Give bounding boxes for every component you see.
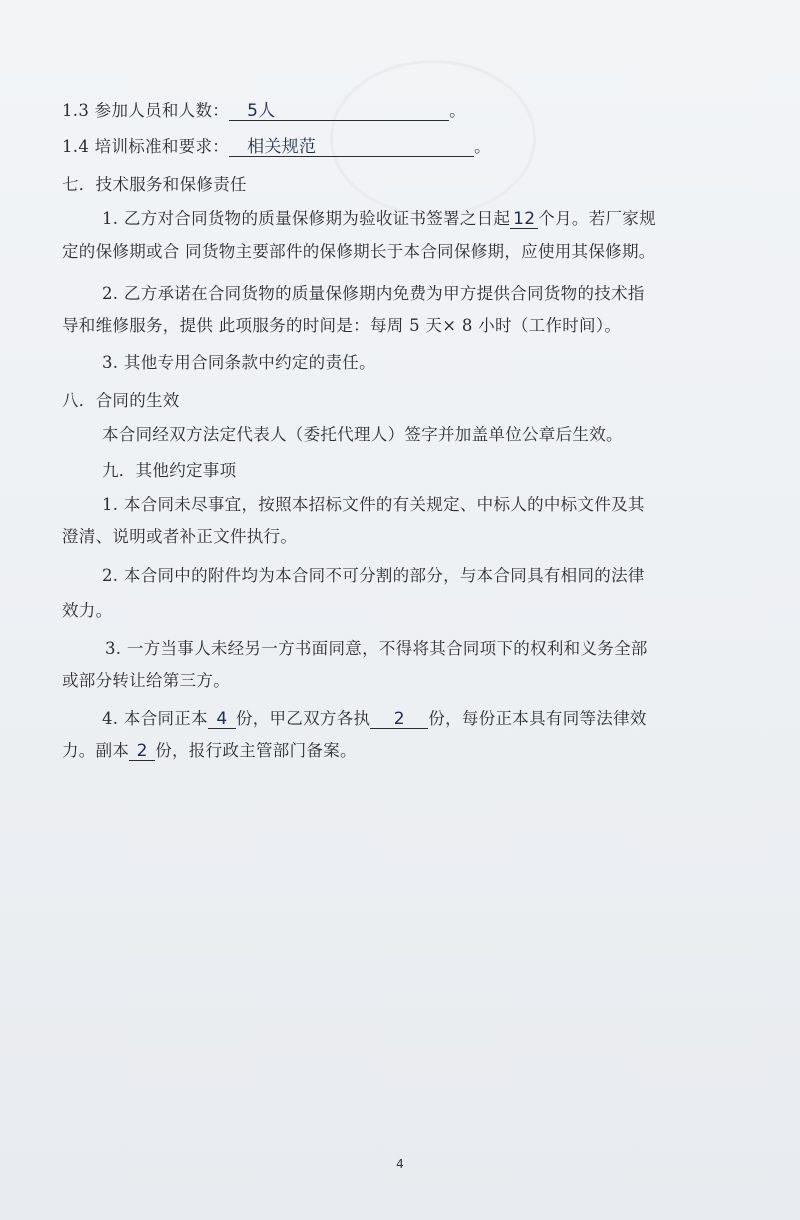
- section-7-p3: 3. 其他专用合同条款中约定的责任。: [102, 353, 376, 372]
- item-1-3-blank: [229, 102, 449, 121]
- section-9-p1-line1: 1. 本合同未尽事宜，按照本招标文件的有关规定、中标人的中标文件及其: [102, 495, 645, 514]
- section-7-p1-line1: [102, 208, 656, 230]
- each-party-count-value: 2: [393, 709, 405, 729]
- item-1-3-end: 。: [449, 101, 466, 120]
- each-party-count-blank: [370, 710, 428, 729]
- section-7-p2-line2: 导和维修服务，提供 此项服务的时间是：每周 5 天× 8 小时（工作时间）。: [62, 316, 622, 335]
- section-9-p3-line2: 或部分转让给第三方。: [62, 671, 230, 690]
- section-7-heading: 七．技术服务和保修责任: [62, 175, 247, 194]
- page-number: 4: [396, 1157, 404, 1171]
- warranty-months-value: 12: [513, 209, 536, 229]
- section-7-p1-text-a: 1. 乙方对合同货物的质量保修期为验收证书签署之日起: [102, 209, 511, 228]
- item-1-4-label: 1.4 培训标准和要求：: [62, 137, 230, 156]
- section-9-p4-text-d: 力。副本: [62, 741, 130, 760]
- section-9-p4-text-a: 4. 本合同正本: [102, 709, 208, 728]
- section-8-heading: 八．合同的生效: [62, 391, 180, 410]
- section-9-p1-line2: 澄清、说明或者补正文件执行。: [62, 527, 298, 546]
- section-7-p1-line2: 定的保修期或合 同货物主要部件的保修期长于本合同保修期，应使用其保修期。: [62, 242, 656, 261]
- item-1-3-value: 5人: [247, 101, 276, 121]
- warranty-months-blank: [510, 210, 538, 229]
- item-1-4-end: 。: [474, 137, 491, 156]
- item-1-4: [62, 136, 491, 158]
- copies-count-blank: [129, 742, 155, 761]
- section-9-p3-line1: 3. 一方当事人未经另一方书面同意，不得将其合同项下的权利和义务全部: [105, 639, 648, 658]
- originals-count-blank: [208, 710, 236, 729]
- section-9-p4-line1: [102, 708, 647, 730]
- item-1-3-label: 1.3 参加人员和人数：: [62, 101, 230, 120]
- section-9-p4-line2: [62, 740, 357, 762]
- section-9-heading: 九．其他约定事项: [102, 461, 237, 480]
- item-1-3: [62, 100, 466, 122]
- section-7-p1-text-b: 个月。若厂家规: [538, 209, 656, 228]
- originals-count-value: 4: [216, 709, 228, 729]
- section-8-text: 本合同经双方法定代表人（委托代理人）签字并加盖单位公章后生效。: [102, 425, 623, 444]
- copies-count-value: 2: [136, 741, 148, 761]
- item-1-4-blank: [229, 138, 474, 157]
- section-9-p2-line2: 效力。: [62, 601, 113, 620]
- item-1-4-value: 相关规范: [247, 137, 317, 157]
- section-9-p4-text-b: 份，甲乙双方各执: [235, 709, 371, 728]
- section-9-p4-text-c: 份，每份正本具有同等法律效: [428, 709, 647, 728]
- section-9-p2-line1: 2. 本合同中的附件均为本合同不可分割的部分，与本合同具有相同的法律: [102, 566, 645, 585]
- section-7-p2-line1: 2. 乙方承诺在合同货物的质量保修期内免费为甲方提供合同货物的技术指: [102, 284, 645, 303]
- section-9-p4-text-e: 份，报行政主管部门备案。: [155, 741, 357, 760]
